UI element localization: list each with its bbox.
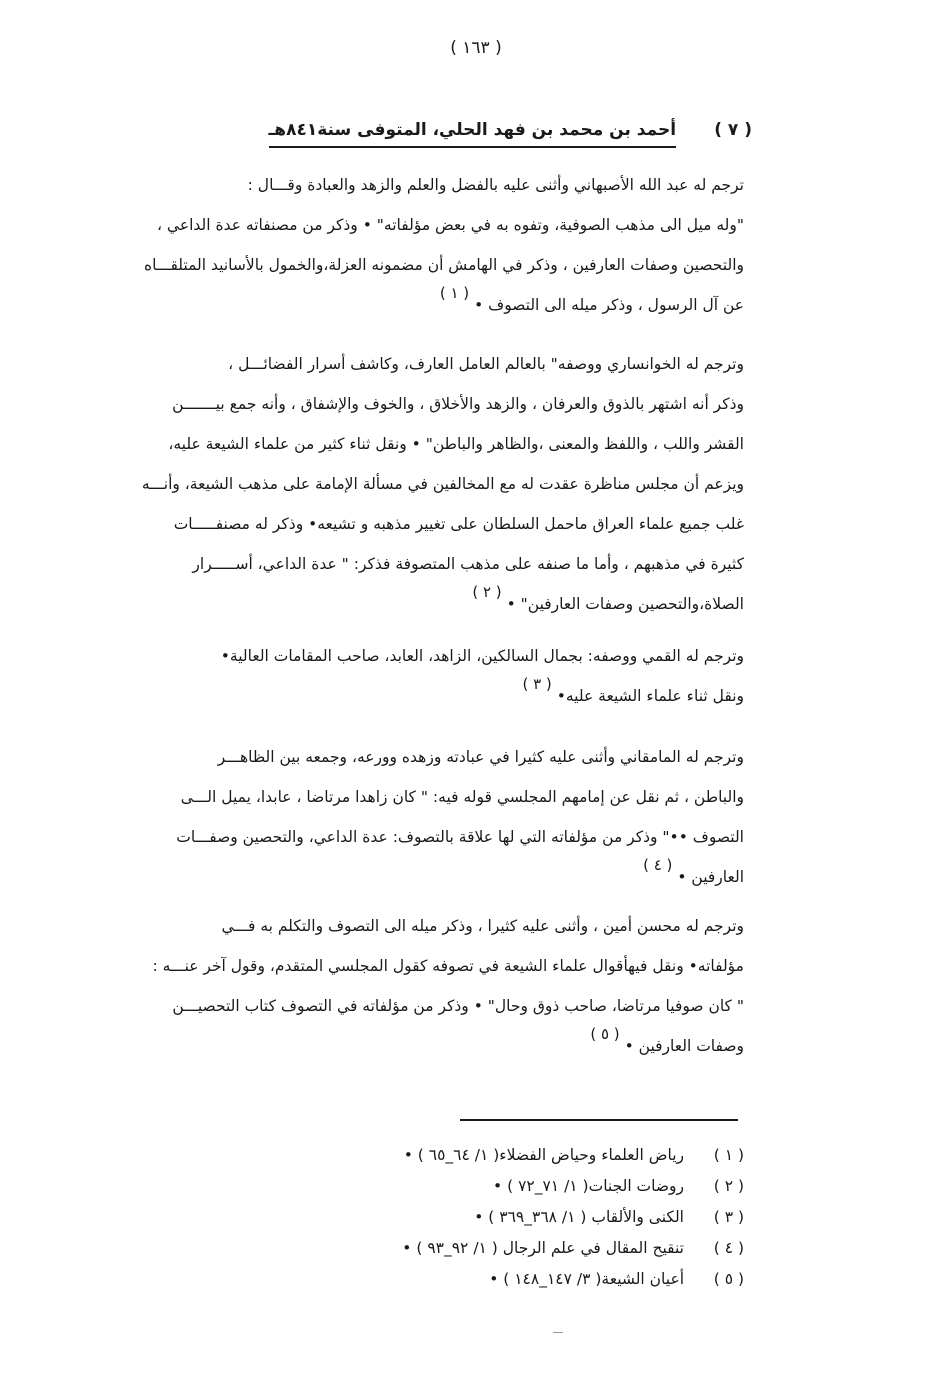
paragraph-biography-mamaqani [76,737,744,897]
text-line: وصفات العارفين • ( ٥ ) [590,1025,744,1055]
paragraph-biography-isfahani [76,165,744,325]
paragraph-biography-qummi [76,636,744,716]
text-line: عن آل الرسول ، وذكر ميله الى التصوف • ( ١ ) [439,284,744,314]
entry-number: ( ٧ ) [714,120,752,140]
entry-heading [192,120,752,148]
footnote-text: تنقيح المقال في علم الرجال ( ١/ ٩٢_٩٣ ) • [402,1239,684,1257]
footnote-ref: ( ٢ ) [472,583,502,601]
footnote-text: رياض العلماء وحياض الفضلاء( ١/ ٦٤_٦٥ ) • [403,1146,684,1164]
text-line: ترجم له عبد الله الأصبهاني وأثنى عليه بالفضل والعلم والزهد والعبادة وقـــال : [247,176,744,194]
text-line: الصلاة،والتحصين وصفات العارفين" • ( ٢ ) [472,583,744,613]
footnote [324,1140,744,1171]
text-line: غلب جميع علماء العراق ماحمل السلطان على تغيير مذهبه و تشيعه• وذكر له مصنفـــــات [173,515,744,533]
scan-mark [553,1332,563,1333]
footnote [324,1202,744,1233]
footnote-ref: ( ٣ ) [522,675,552,693]
footnote-number: ( ٣ ) [713,1208,744,1226]
text-line: وذكر أنه اشتهر بالذوق والعرفان ، والزهد والأخلاق ، والخوف والإشفاق ، وأنه جمع بيـــــــن [172,395,744,413]
text-line: ويزعم أن مجلس مناظرة عقدت له مع المخالفين في مسألة الإمامة على مذهب الشيعة، وأنـــه [141,475,744,493]
text-line: التصوف ••" وذكر من مؤلفاته التي لها علاقة بالتصوف: عدة الداعي، والتحصين وصفـــات [176,828,744,846]
paragraph-biography-khwansari [76,344,744,624]
footnote-number: ( ٢ ) [713,1177,744,1195]
footnote-ref: ( ٤ ) [643,856,673,874]
text-line: " كان صوفيا مرتاضا، صاحب ذوق وحال" • وذكر من مؤلفاته في التصوف كتاب التحصيـــن [172,997,744,1015]
page-number: ( ١٦٣ ) [450,38,502,58]
text-line: مؤلفاته• ونقل فيهأقوال علماء الشيعة في تصوفه كقول المجلسي المتقدم، وقول آخر عنـــه : [152,957,744,975]
text-line: وترجم له القمي ووصفه: بجمال السالكين، الزاهد، العابد، صاحب المقامات العالية• [220,647,744,665]
text-line: وترجم له المامقاني وأثنى عليه كثيرا في عبادته وزهده وورعه، وجمعه بين الظاهـــر [217,748,744,766]
entry-title: أحمد بن محمد بن فهد الحلي، المتوفى سنة٨٤١هـ [269,120,677,148]
footnote-ref: ( ٥ ) [590,1025,620,1043]
footnote-text: روضات الجنات( ١/ ٧١_٧٢ ) • [493,1177,684,1195]
footnote-ref: ( ١ ) [439,284,470,302]
text-line: وترجم له الخوانساري ووصفه" بالعالم العامل العارف، وكاشف أسرار الفضائـــل ، [228,355,744,373]
footnote-number: ( ٤ ) [713,1239,744,1257]
paragraph-biography-muhsin-amin [76,906,744,1066]
text-line: "وله ميل الى مذهب الصوفية، وتفوه به في بعض مؤلفاته" • وذكر من مصنفاته عدة الداعي ، [156,216,744,234]
text-line: وترجم له محسن أمين ، وأثنى عليه كثيرا ، وذكر ميله الى التصوف والتكلم به فـــي [221,917,744,935]
text-line: كثيرة في مذهبهم ، وأما ما صنفه على مذهب المتصوفة فذكر: " عدة الداعي، أســـــرار [192,555,744,573]
footnote-text: أعيان الشيعة( ٣/ ١٤٧_١٤٨ ) • [489,1270,684,1288]
footnote-number: ( ٥ ) [713,1270,744,1288]
text-line: والباطن ، ثم نقل عن إمامهم المجلسي قوله فيه: " كان زاهدا مرتاضا ، عابدا، يميل الـــى [180,788,744,806]
footnote-separator [460,1119,738,1121]
footnotes [324,1140,744,1295]
footnote-text: الكنى والألقاب ( ١/ ٣٦٨_٣٦٩ ) • [474,1208,684,1226]
text-line: ونقل ثناء علماء الشيعة عليه• ( ٣ ) [522,675,744,705]
footnote [324,1233,744,1264]
text-line: والتحصين وصفات العارفين ، وذكر في الهامش أن مضمونه العزلة،والخمول بالأسانيد المتلقـــاه [143,256,744,274]
text-line: العارفين • ( ٤ ) [643,856,744,886]
footnote [324,1171,744,1202]
footnote-number: ( ١ ) [713,1146,744,1164]
text-line: القشر واللب ، واللفظ والمعنى ،والظاهر والباطن" • ونقل ثناء كثير من علماء الشيعة عليه، [168,435,744,453]
footnote [324,1264,744,1295]
